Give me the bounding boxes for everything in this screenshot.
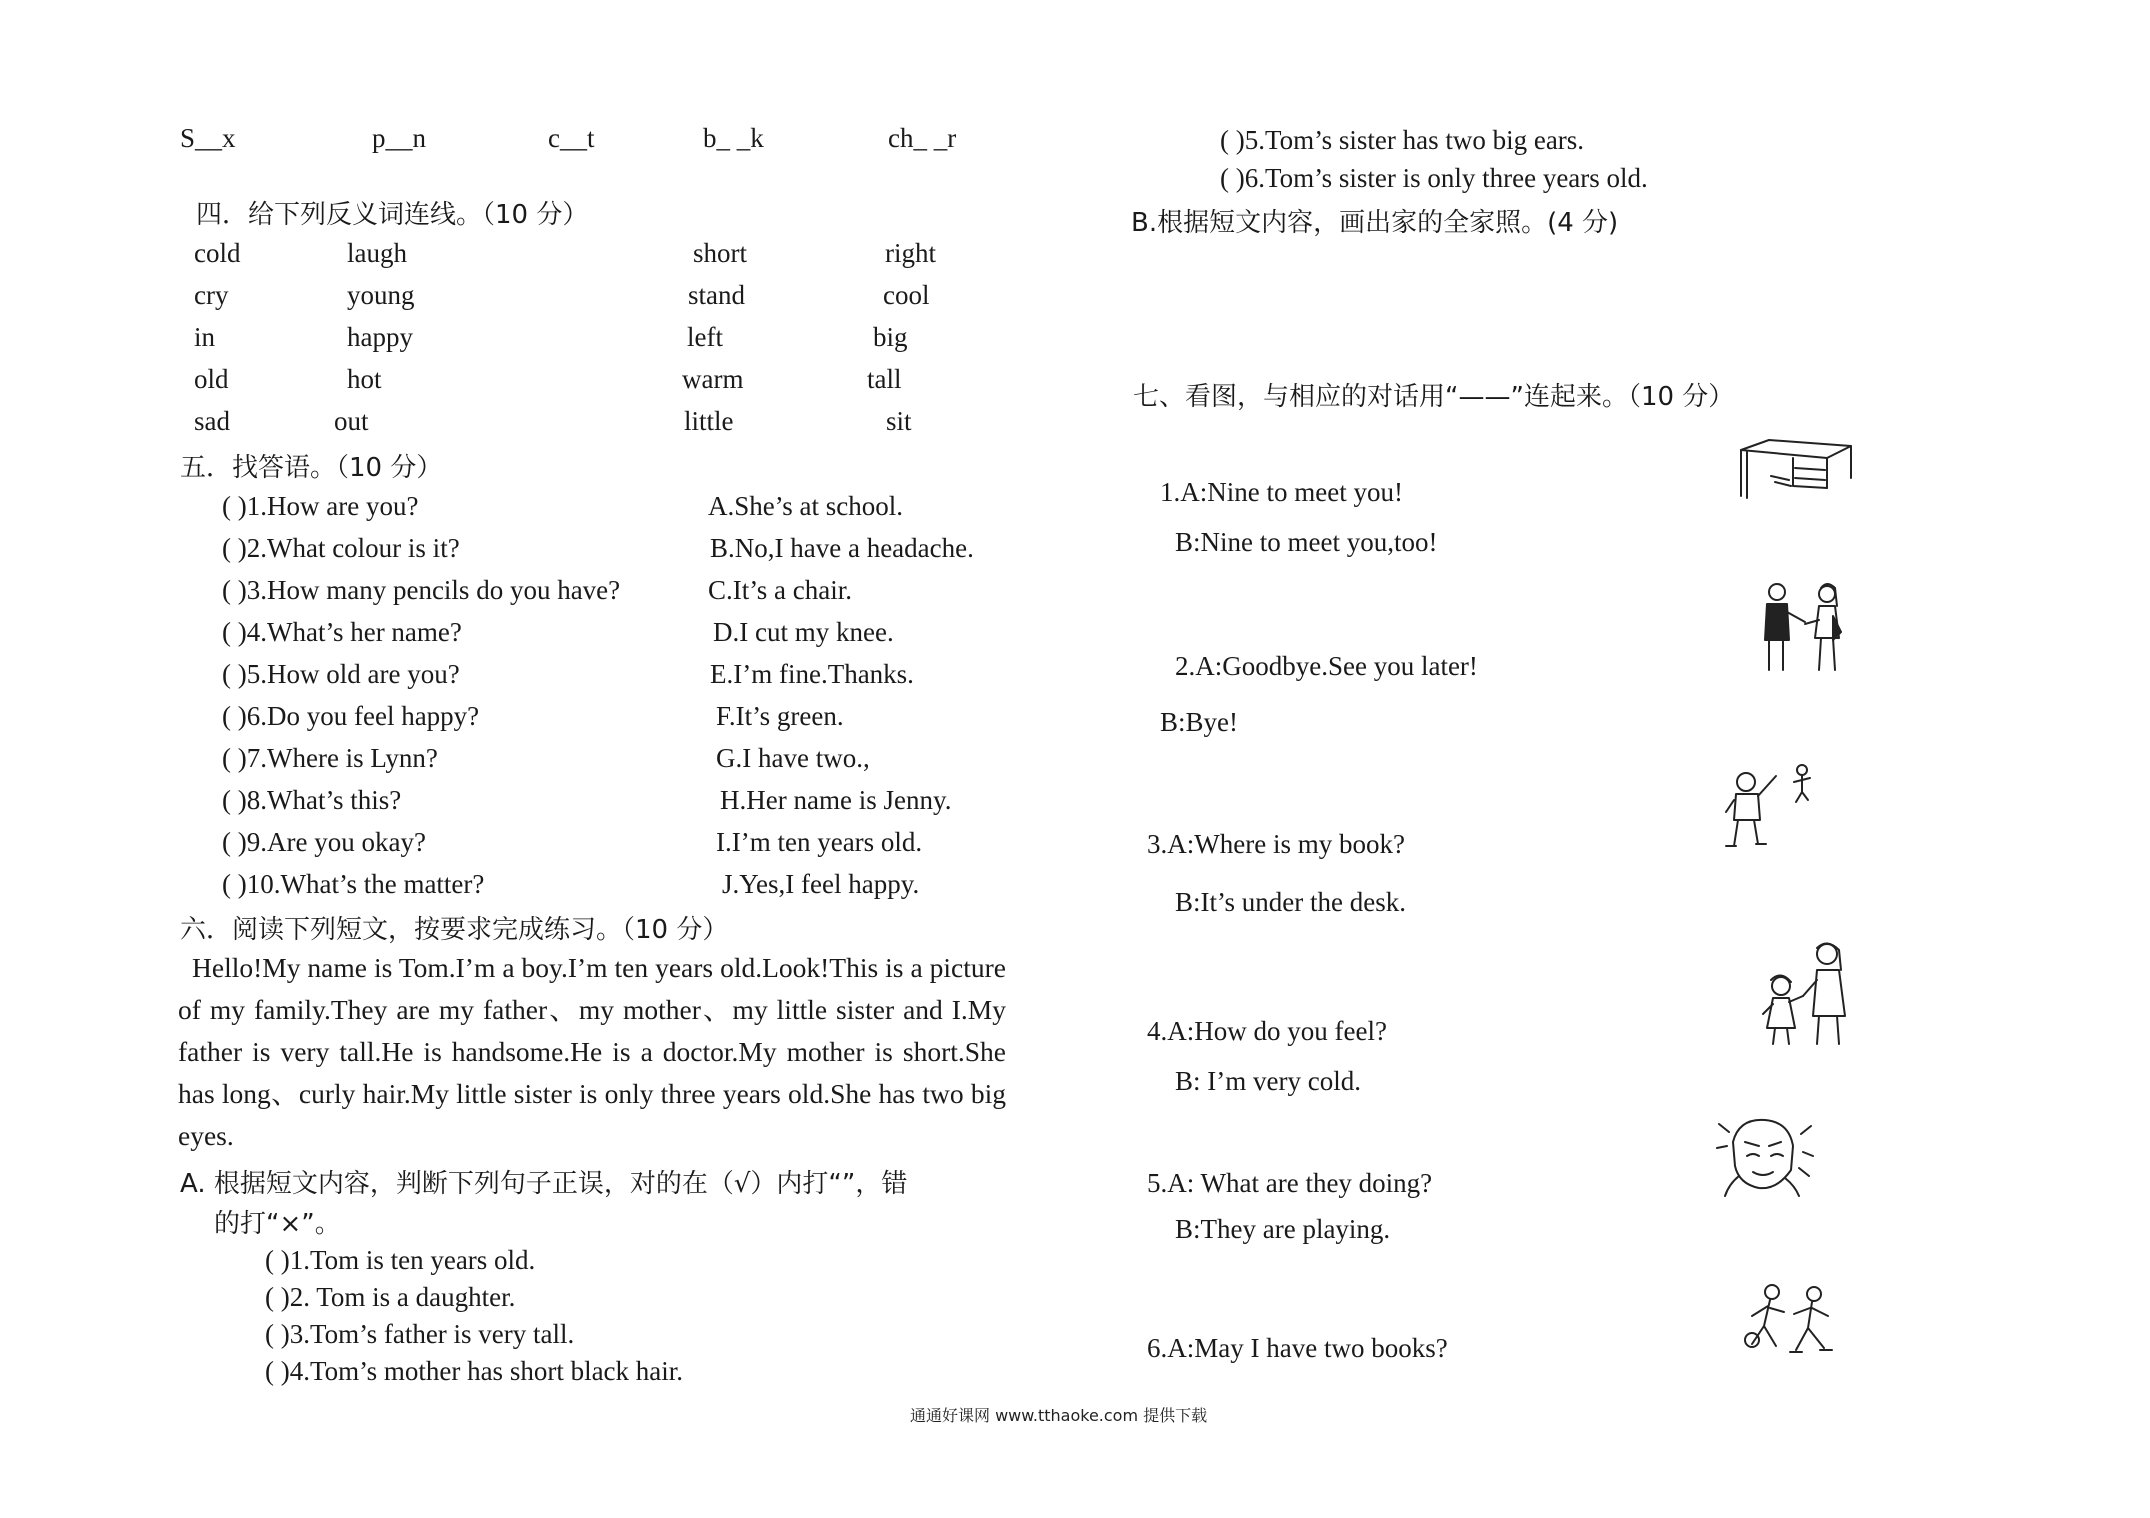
reading-passage: Hello!My name is Tom.I’m a boy.I’m ten years old.Look!This is a picture of my family.They are my father、my mother、my little sister and I.My father is very tall.He is handsome.He is a doctor.My mother is short.She has long、curly hair.My little sister is only three years old.She has two big eyes. bbox=[178, 952, 1006, 1151]
section-5-title: 五．找答语。（10 分） bbox=[180, 453, 443, 483]
answer: J.Yes,I feel happy. bbox=[722, 869, 920, 899]
question: ( )8.What’s this? bbox=[222, 785, 402, 815]
dialog-b: B:Nine to meet you,too! bbox=[1175, 527, 1438, 557]
word: little bbox=[684, 406, 734, 436]
judge-item: ( )2. Tom is a daughter. bbox=[265, 1282, 516, 1312]
word: stand bbox=[688, 280, 745, 310]
spelling-item: S__x bbox=[180, 123, 236, 153]
dialog-b: B:Bye! bbox=[1160, 707, 1238, 737]
word: warm bbox=[682, 364, 744, 394]
answer: F.It’s green. bbox=[716, 701, 844, 731]
question: ( )10.What’s the matter? bbox=[222, 869, 485, 899]
dialog-b: B: I’m very cold. bbox=[1175, 1066, 1361, 1096]
word: sit bbox=[886, 406, 912, 436]
dialog-a: 4.A:How do you feel? bbox=[1147, 1016, 1387, 1046]
part-a-instruction-cont: 的打“×”。 bbox=[214, 1209, 341, 1239]
question: ( )4.What’s her name? bbox=[222, 617, 462, 647]
spelling-item: b_ _k bbox=[703, 123, 764, 153]
spelling-item: ch_ _r bbox=[888, 123, 957, 153]
dialog-a: 6.A:May I have two books? bbox=[1147, 1333, 1448, 1363]
answer: I.I’m ten years old. bbox=[716, 827, 923, 857]
desk-icon bbox=[1735, 436, 1855, 502]
answer: H.Her name is Jenny. bbox=[720, 785, 952, 815]
dialog-a: 2.A:Goodbye.See you later! bbox=[1175, 651, 1478, 681]
spelling-item: p__n bbox=[372, 123, 426, 153]
word: hot bbox=[347, 364, 382, 394]
section-4-title: 四．给下列反义词连线。（10 分） bbox=[196, 200, 589, 230]
word: right bbox=[885, 238, 936, 268]
word: young bbox=[347, 280, 415, 310]
answer: C.It’s a chair. bbox=[708, 575, 852, 605]
answer: G.I have two., bbox=[716, 743, 870, 773]
dialog-a: 5.A: What are they doing? bbox=[1147, 1168, 1433, 1198]
part-a-instruction: A. 根据短文内容，判断下列句子正误，对的在（√）内打“”，错 bbox=[180, 1169, 908, 1199]
word: tall bbox=[867, 364, 902, 394]
judge-item: ( )3.Tom’s father is very tall. bbox=[265, 1319, 575, 1349]
cold-face-icon bbox=[1715, 1112, 1815, 1198]
part-b-instruction: B.根据短文内容，画出家的全家照。(4 分) bbox=[1131, 208, 1619, 238]
question: ( )9.Are you okay? bbox=[222, 827, 426, 857]
section-6-title: 六．阅读下列短文，按要求完成练习。（10 分） bbox=[180, 915, 729, 945]
question: ( )7.Where is Lynn? bbox=[222, 743, 438, 773]
dialog-a: 3.A:Where is my book? bbox=[1147, 829, 1405, 859]
answer: B.No,I have a headache. bbox=[710, 533, 974, 563]
word: happy bbox=[347, 322, 413, 352]
word: cold bbox=[194, 238, 241, 268]
footer-credit: 通通好课网 www.tthaoke.com 提供下载 bbox=[910, 1406, 1208, 1425]
word: in bbox=[194, 322, 216, 352]
question: ( )5.How old are you? bbox=[222, 659, 460, 689]
spelling-item: c__t bbox=[548, 123, 595, 153]
word: cry bbox=[194, 280, 229, 310]
dialog-b: B:It’s under the desk. bbox=[1175, 887, 1406, 917]
word: short bbox=[693, 238, 747, 268]
word: laugh bbox=[347, 238, 407, 268]
word: left bbox=[687, 322, 723, 352]
question: ( )3.How many pencils do you have? bbox=[222, 575, 621, 605]
word: big bbox=[873, 322, 908, 352]
handshake-icon bbox=[1755, 580, 1855, 674]
dialog-b: B:They are playing. bbox=[1175, 1214, 1391, 1244]
section-7-title: 七、看图，与相应的对话用“——”连起来。（10 分） bbox=[1133, 382, 1735, 412]
word: cool bbox=[883, 280, 930, 310]
question: ( )2.What colour is it? bbox=[222, 533, 460, 563]
answer: A.She’s at school. bbox=[708, 491, 903, 521]
answer: E.I’m fine.Thanks. bbox=[710, 659, 914, 689]
judge-item: ( )6.Tom’s sister is only three years old. bbox=[1220, 163, 1648, 193]
word: sad bbox=[194, 406, 230, 436]
answer: D.I cut my knee. bbox=[713, 617, 894, 647]
judge-item: ( )5.Tom’s sister has two big ears. bbox=[1220, 125, 1585, 155]
judge-item: ( )1.Tom is ten years old. bbox=[265, 1245, 536, 1275]
playing-kids-icon bbox=[1740, 1282, 1846, 1362]
waving-boy-icon bbox=[1720, 760, 1820, 850]
judge-item: ( )4.Tom’s mother has short black hair. bbox=[265, 1356, 684, 1386]
word: out bbox=[334, 406, 369, 436]
girl-and-woman-icon bbox=[1755, 940, 1855, 1048]
question: ( )1.How are you? bbox=[222, 491, 419, 521]
question: ( )6.Do you feel happy? bbox=[222, 701, 480, 731]
dialog-a: 1.A:Nine to meet you! bbox=[1160, 477, 1403, 507]
word: old bbox=[194, 364, 229, 394]
